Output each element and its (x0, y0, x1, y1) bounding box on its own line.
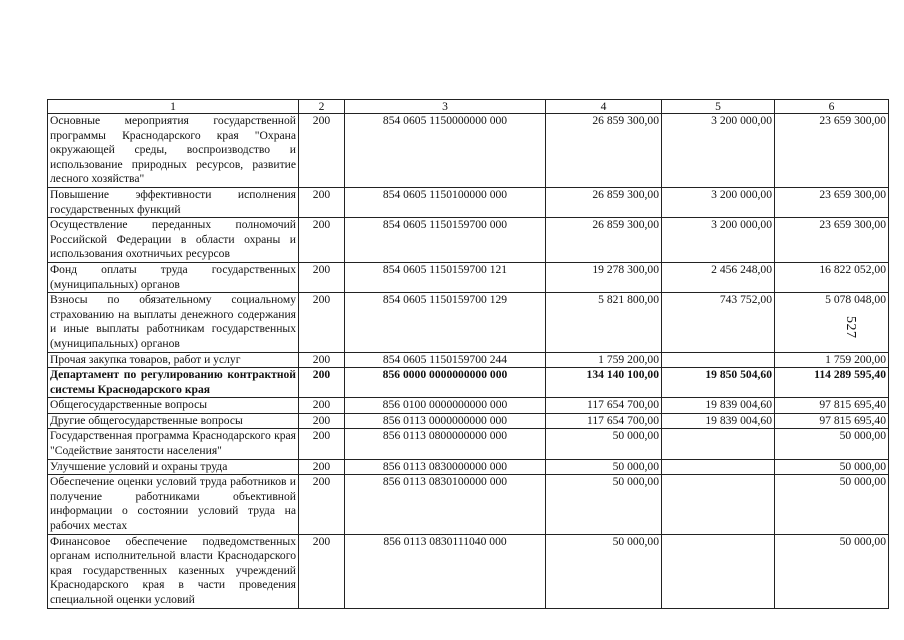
cell-code: 200 (299, 352, 345, 368)
cell-name: Департамент по регулированию контрактной системы Краснодарского края (48, 368, 299, 398)
cell-amount-unexecuted: 50 000,00 (775, 459, 889, 475)
cell-name: Другие общегосударственные вопросы (48, 413, 299, 429)
cell-name: Фонд оплаты труда государственных (муниципальных) органов (48, 262, 299, 292)
cell-amount-unexecuted: 50 000,00 (775, 534, 889, 608)
cell-code: 200 (299, 368, 345, 398)
cell-classification-code: 856 0113 0830111040 000 (345, 534, 546, 608)
cell-amount-executed (662, 475, 775, 534)
table-row (48, 534, 889, 608)
cell-amount-unexecuted: 23 659 300,00 (775, 187, 889, 217)
cell-amount-approved: 134 140 100,00 (546, 368, 662, 398)
cell-code: 200 (299, 459, 345, 475)
cell-amount-approved: 5 821 800,00 (546, 293, 662, 352)
cell-amount-approved: 117 654 700,00 (546, 413, 662, 429)
table-row (48, 398, 889, 414)
cell-amount-unexecuted: 97 815 695,40 (775, 398, 889, 414)
cell-amount-unexecuted: 23 659 300,00 (775, 218, 889, 263)
cell-name: Общегосударственные вопросы (48, 398, 299, 414)
cell-amount-executed: 19 839 004,60 (662, 398, 775, 414)
cell-classification-code: 856 0113 0830100000 000 (345, 475, 546, 534)
cell-code: 200 (299, 114, 345, 188)
column-header: 3 (345, 100, 546, 114)
cell-code: 200 (299, 534, 345, 608)
cell-classification-code: 854 0605 1150159700 000 (345, 218, 546, 263)
cell-amount-approved: 1 759 200,00 (546, 352, 662, 368)
cell-amount-executed: 19 839 004,60 (662, 413, 775, 429)
cell-amount-executed (662, 429, 775, 459)
cell-classification-code: 856 0000 0000000000 000 (345, 368, 546, 398)
cell-amount-unexecuted: 114 289 595,40 (775, 368, 889, 398)
cell-amount-executed: 3 200 000,00 (662, 218, 775, 263)
cell-name: Повышение эффективности исполнения государственных функций (48, 187, 299, 217)
cell-code: 200 (299, 413, 345, 429)
cell-classification-code: 854 0605 1150159700 129 (345, 293, 546, 352)
table-row (48, 114, 889, 188)
table-row (48, 293, 889, 352)
column-header: 1 (48, 100, 299, 114)
cell-classification-code: 856 0113 0830000000 000 (345, 459, 546, 475)
cell-amount-unexecuted: 5 078 048,00 (775, 293, 889, 352)
cell-amount-executed (662, 352, 775, 368)
cell-amount-approved: 26 859 300,00 (546, 187, 662, 217)
cell-amount-unexecuted: 16 822 052,00 (775, 262, 889, 292)
cell-code: 200 (299, 262, 345, 292)
cell-name: Улучшение условий и охраны труда (48, 459, 299, 475)
cell-classification-code: 856 0100 0000000000 000 (345, 398, 546, 414)
cell-name: Государственная программа Краснодарского края "Содействие занятости населения" (48, 429, 299, 459)
column-header: 2 (299, 100, 345, 114)
cell-amount-unexecuted: 50 000,00 (775, 429, 889, 459)
table-row (48, 262, 889, 292)
cell-name: Осуществление переданных полномочий Российской Федерации в области охраны и использования охотничьих ресурсов (48, 218, 299, 263)
column-header: 4 (546, 100, 662, 114)
cell-amount-executed (662, 534, 775, 608)
cell-classification-code: 856 0113 0000000000 000 (345, 413, 546, 429)
cell-amount-executed: 3 200 000,00 (662, 114, 775, 188)
page-number: 527 (843, 316, 858, 339)
cell-amount-executed: 19 850 504,60 (662, 368, 775, 398)
cell-name: Взносы по обязательному социальному страхованию на выплаты денежного содержания и иные выплаты работникам государственных (муниципальных) органов (48, 293, 299, 352)
cell-amount-approved: 50 000,00 (546, 459, 662, 475)
cell-amount-executed: 743 752,00 (662, 293, 775, 352)
cell-amount-unexecuted: 23 659 300,00 (775, 114, 889, 188)
cell-amount-approved: 19 278 300,00 (546, 262, 662, 292)
cell-code: 200 (299, 218, 345, 263)
cell-amount-approved: 26 859 300,00 (546, 218, 662, 263)
column-header: 5 (662, 100, 775, 114)
cell-code: 200 (299, 475, 345, 534)
cell-classification-code: 854 0605 1150159700 121 (345, 262, 546, 292)
cell-code: 200 (299, 187, 345, 217)
cell-amount-approved: 50 000,00 (546, 429, 662, 459)
cell-classification-code: 854 0605 1150000000 000 (345, 114, 546, 188)
table-header-row (48, 100, 889, 114)
cell-amount-unexecuted: 50 000,00 (775, 475, 889, 534)
cell-amount-approved: 26 859 300,00 (546, 114, 662, 188)
table-row (48, 413, 889, 429)
cell-classification-code: 856 0113 0800000000 000 (345, 429, 546, 459)
table-body (48, 114, 889, 609)
cell-amount-executed: 3 200 000,00 (662, 187, 775, 217)
cell-amount-approved: 50 000,00 (546, 475, 662, 534)
cell-amount-unexecuted: 1 759 200,00 (775, 352, 889, 368)
table-row (48, 352, 889, 368)
budget-table (47, 99, 889, 609)
cell-classification-code: 854 0605 1150100000 000 (345, 187, 546, 217)
cell-name: Прочая закупка товаров, работ и услуг (48, 352, 299, 368)
table-row (48, 368, 889, 398)
cell-name: Основные мероприятия государственной программы Краснодарского края "Охрана окружающей среды, воспроизводство и использование природных ресурсов, развитие лесного хозяйства" (48, 114, 299, 188)
cell-classification-code: 854 0605 1150159700 244 (345, 352, 546, 368)
cell-code: 200 (299, 429, 345, 459)
cell-code: 200 (299, 398, 345, 414)
column-header: 6 (775, 100, 889, 114)
table-row (48, 218, 889, 263)
table-row (48, 187, 889, 217)
cell-amount-executed (662, 459, 775, 475)
cell-amount-approved: 50 000,00 (546, 534, 662, 608)
table-row (48, 459, 889, 475)
table-row (48, 475, 889, 534)
cell-amount-unexecuted: 97 815 695,40 (775, 413, 889, 429)
cell-code: 200 (299, 293, 345, 352)
cell-name: Обеспечение оценки условий труда работников и получение работниками объективной информации о состоянии условий труда на рабочих местах (48, 475, 299, 534)
cell-name: Финансовое обеспечение подведомственных органам исполнительной власти Краснодарского края государственных казенных учреждений Краснодарского края в части проведения специальной оценки условий (48, 534, 299, 608)
table-row (48, 429, 889, 459)
cell-amount-approved: 117 654 700,00 (546, 398, 662, 414)
cell-amount-executed: 2 456 248,00 (662, 262, 775, 292)
